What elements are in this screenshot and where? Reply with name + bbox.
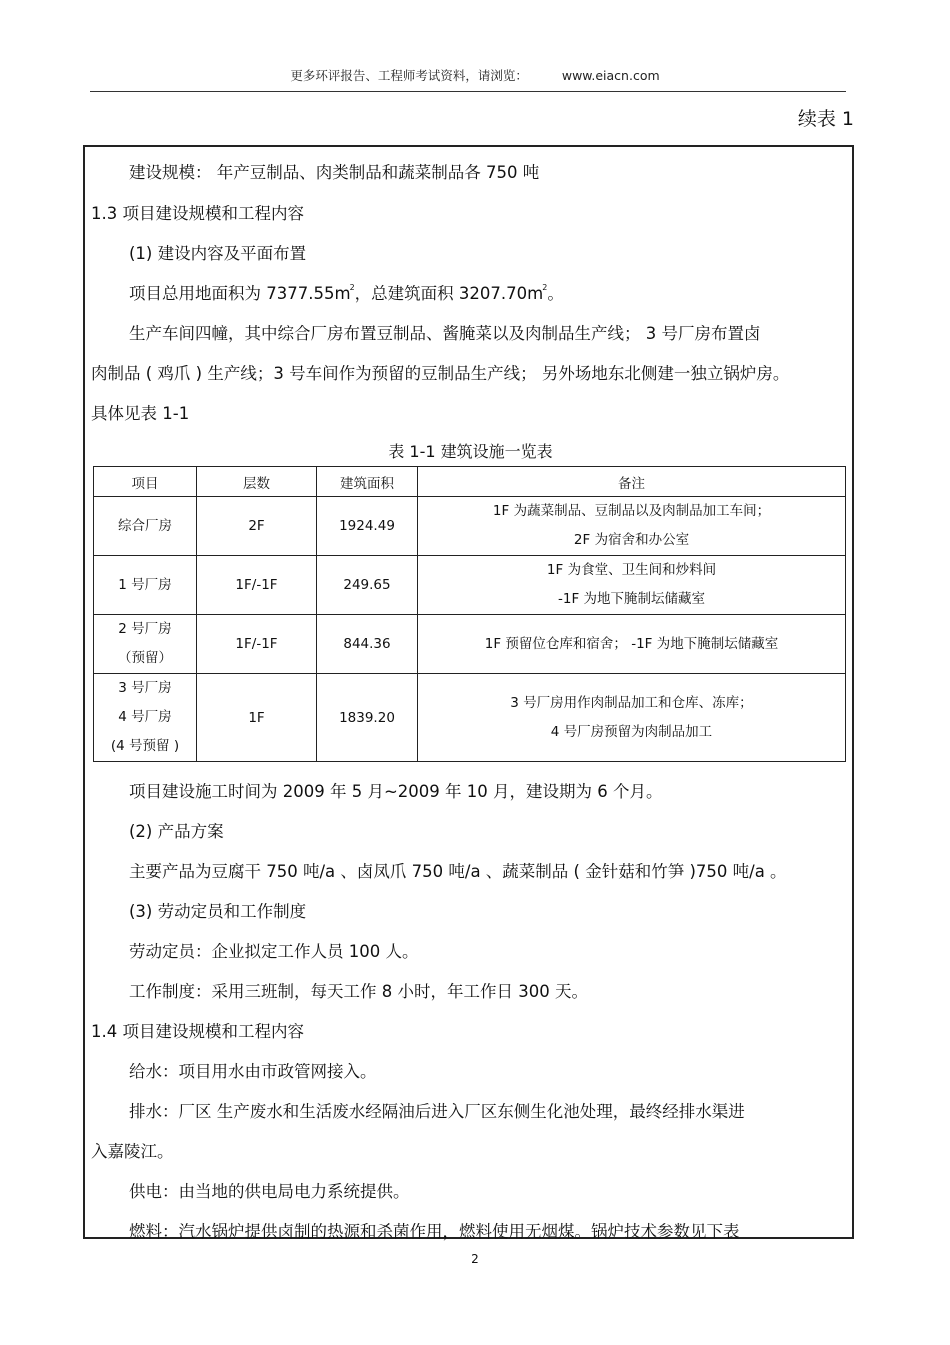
table-row <box>94 674 846 762</box>
cell-floors: 2F <box>197 497 317 556</box>
column-header: 层数 <box>197 467 317 497</box>
page-header <box>0 66 950 84</box>
paragraph-line: 排水：厂区 生产废水和生活废水经隔油后进入厂区东侧生化池处理，最终经排水渠进 <box>129 1102 745 1121</box>
paragraph-line: 生产车间四幢，其中综合厂房布置豆制品、酱腌菜以及肉制品生产线； 3 号厂房布置卤 <box>129 324 761 343</box>
cell-name: 1 号厂房 <box>94 556 197 615</box>
section-heading-1-3: 1.3 项目建设规模和工程内容 <box>91 204 304 223</box>
cell-area: 1924.49 <box>317 497 418 556</box>
paragraph-line: 燃料：汽水锅炉提供卤制的热源和杀菌作用，燃料使用无烟煤。锅炉技术参数见下表 <box>129 1222 740 1241</box>
table-row <box>94 615 846 674</box>
content-frame <box>83 145 854 1239</box>
area-line: 项目总用地面积为 $7377.55m^2$，总建筑面积 $3207.70m^2$。 <box>129 283 564 303</box>
header-url[interactable]: www.eiacn.com <box>561 68 660 83</box>
section-heading-1-4: 1.4 项目建设规模和工程内容 <box>91 1022 304 1041</box>
buildings-table <box>93 466 846 762</box>
paragraph-line: 供电：由当地的供电局电力系统提供。 <box>129 1182 410 1201</box>
table-row <box>94 497 846 556</box>
cell-floors: 1F/-1F <box>197 615 317 674</box>
column-header: 建筑面积 <box>317 467 418 497</box>
scale-line: 建设规模： 年产豆制品、肉类制品和蔬菜制品各 750 吨 <box>129 163 540 182</box>
paragraph-line: 具体见表 1-1 <box>91 404 190 423</box>
cell-area: 249.65 <box>317 556 418 615</box>
paragraph-line: 劳动定员：企业拟定工作人员 100 人。 <box>129 942 419 961</box>
cell-floors: 1F <box>197 674 317 762</box>
cell-area: 1839.20 <box>317 674 418 762</box>
table-caption: 表 1-1 建筑设施一览表 <box>388 442 553 461</box>
cell-note: 3 号厂房用作肉制品加工和仓库、冻库； 4 号厂房预留为肉制品加工 <box>418 674 846 762</box>
cell-name: 综合厂房 <box>94 497 197 556</box>
continued-label: 续表 1 <box>797 108 854 130</box>
column-header: 备注 <box>418 467 846 497</box>
cell-area: 844.36 <box>317 615 418 674</box>
paragraph-line: 给水：项目用水由市政管网接入。 <box>129 1062 377 1081</box>
cell-name: 3 号厂房 4 号厂房 (4 号预留 ) <box>94 674 197 762</box>
table-header-row <box>94 467 846 497</box>
subheading-content-layout: (1) 建设内容及平面布置 <box>129 244 307 263</box>
page-number: 2 <box>471 1252 479 1266</box>
paragraph-line: 主要产品为豆腐干 750 吨/a 、卤凤爪 750 吨/a 、蔬菜制品 ( 金针菇和竹笋 )750 吨/a 。 <box>129 862 787 881</box>
cell-note: 1F 为蔬菜制品、豆制品以及肉制品加工车间； 2F 为宿舍和办公室 <box>418 497 846 556</box>
cell-note: 1F 预留位仓库和宿舍； -1F 为地下腌制坛储藏室 <box>418 615 846 674</box>
header-text: 更多环评报告、工程师考试资料，请浏览： <box>290 68 528 83</box>
cell-name: 2 号厂房 （预留） <box>94 615 197 674</box>
paragraph-line: 入嘉陵江。 <box>91 1142 174 1161</box>
paragraph-line: 项目建设施工时间为 2009 年 5 月~2009 年 10 月，建设期为 6 个月。 <box>129 782 663 801</box>
subheading-labor: (3) 劳动定员和工作制度 <box>129 902 307 921</box>
column-header: 项目 <box>94 467 197 497</box>
paragraph-line: 工作制度：采用三班制，每天工作 8 小时，年工作日 300 天。 <box>129 982 588 1001</box>
header-rule <box>90 91 846 92</box>
paragraph-line: 肉制品 ( 鸡爪 ) 生产线；3 号车间作为预留的豆制品生产线； 另外场地东北侧建一独立锅炉房。 <box>91 364 790 383</box>
table-row <box>94 556 846 615</box>
cell-note: 1F 为食堂、卫生间和炒料间 -1F 为地下腌制坛储藏室 <box>418 556 846 615</box>
subheading-products: (2) 产品方案 <box>129 822 224 841</box>
cell-floors: 1F/-1F <box>197 556 317 615</box>
